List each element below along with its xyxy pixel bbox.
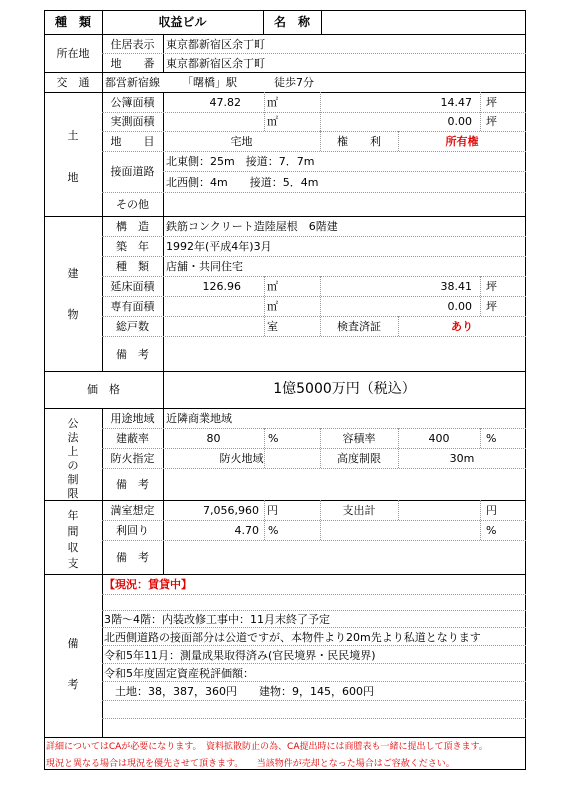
building-group-char: 建 [67, 267, 79, 280]
location-label: 所在地 [56, 47, 90, 60]
lot-value: 東京都新宿区余丁町 [166, 57, 265, 70]
pct-unit: % [268, 524, 279, 537]
sqm-unit: ㎡ [267, 280, 278, 293]
lot-label: 地 番 [110, 57, 155, 70]
chimoku-value: 宅地 [230, 135, 253, 148]
mansitsu-label: 満室想定 [110, 504, 155, 517]
remarks-line: 北西側道路の接面部分は公道ですが、本物件より20m先より私道となります [104, 631, 481, 644]
law-group-char: の [67, 459, 79, 472]
pct-unit: % [486, 524, 497, 537]
kenri-value: 所有権 [445, 135, 479, 148]
footer-note-1: 詳細についてはCAが必要になります。 資料拡散防止の為、CA提出時には商謄表も一緒に提出して頂きます。 [46, 742, 488, 752]
kouzou-label: 構 造 [116, 220, 149, 233]
law-group-char: 法 [67, 431, 79, 444]
mansitsu-value: 7,056,960 [203, 504, 259, 517]
youseki-value: 400 [428, 432, 450, 445]
road-label: 接面道路 [110, 165, 155, 178]
transport-label: 交 通 [56, 76, 90, 89]
law-biko-label: 備 考 [116, 478, 149, 491]
senyu-label: 専有面積 [110, 300, 155, 313]
shishutsu-label: 支出計 [342, 504, 376, 517]
transport-station: 「曙橋」駅 [182, 76, 237, 89]
income-group-char: 収 [67, 541, 79, 554]
kensa-label: 検査済証 [337, 320, 381, 333]
land-group-char: 土 [67, 129, 79, 142]
kenpei-label: 建蔽率 [116, 432, 149, 445]
building-group-char: 物 [67, 308, 79, 321]
income-group-char: 支 [67, 557, 79, 570]
koudo-value: 30m [449, 452, 475, 465]
tsubo-unit: 坪 [486, 300, 497, 313]
type-value: 収益ビル [158, 15, 207, 29]
law-group-char: 限 [67, 487, 79, 500]
shurui-label: 種 類 [116, 260, 149, 273]
law-group-char: 公 [67, 417, 79, 430]
income-group-char: 年 [67, 509, 79, 522]
remarks-group-char: 考 [67, 678, 79, 691]
address-label: 住居表示 [110, 38, 155, 51]
nobeyuka-label: 延床面積 [110, 280, 155, 293]
remarks-line: 【現況：賃貸中】 [104, 578, 192, 591]
kouzou-value: 鉄筋コンクリート造陸屋根 6階建 [166, 220, 338, 233]
senyu-tsubo: 0.00 [447, 300, 472, 313]
youto-value: 近隣商業地域 [166, 412, 232, 425]
chimoku-label: 地 目 [110, 135, 155, 148]
income-biko-label: 備 考 [116, 551, 149, 564]
pct-unit: % [268, 432, 279, 445]
koubo-tsubo: 14.47 [440, 96, 472, 109]
price-value: 1億5000万円（税込） [273, 381, 416, 397]
income-group-char: 間 [67, 525, 79, 538]
price-label: 価 格 [87, 383, 120, 396]
nobeyuka-tsubo: 38.41 [440, 280, 472, 293]
road-1: 北東側：25m 接道：7．7m [166, 155, 315, 168]
kenpei-value: 80 [206, 432, 221, 445]
address-value: 東京都新宿区余丁町 [166, 38, 265, 51]
youseki-label: 容積率 [342, 432, 376, 445]
sqm-unit: ㎡ [267, 115, 278, 128]
remarks-group-char: 備 [67, 637, 79, 650]
footer-note-2: 現況と異なる場合は現況を優先させて頂きます。 当該物件が売却となった場合はご容赦ください。 [46, 759, 455, 769]
yen-unit: 円 [486, 504, 497, 517]
law-group-char: 上 [67, 445, 79, 458]
other-label: その他 [116, 198, 149, 211]
bouka-label: 防火指定 [110, 452, 155, 465]
law-group-char: 制 [67, 473, 79, 486]
tsubo-unit: 坪 [486, 96, 497, 109]
nobeyuka-sqm: 126.96 [202, 280, 241, 293]
shurui-value: 店舗・共同住宅 [166, 260, 243, 273]
youto-label: 用途地域 [110, 412, 155, 425]
remarks-line: 令和5年度固定資産税評価額： [104, 667, 254, 680]
remarks-line: 3階～4階：内装改修工事中：11月末終了予定 [104, 613, 330, 626]
kensa-value: あり [451, 320, 473, 333]
transport-walk: 徒歩7分 [274, 76, 314, 89]
road-2: 北西側：4m 接道：5．4m [166, 176, 319, 189]
rimawari-label: 利回り [116, 524, 149, 537]
tsubo-unit: 坪 [486, 280, 497, 293]
remarks-line: 令和5年11月：測量成果取得済み(官民境界・民民境界) [104, 649, 376, 662]
yen-unit: 円 [267, 504, 278, 517]
bouka-value: 防火地域 [219, 452, 264, 465]
remarks-line: 土地：38，387，360円 建物：9，145，600円 [104, 685, 374, 698]
tsubo-unit: 坪 [486, 115, 497, 128]
room-unit: 室 [267, 320, 278, 333]
kenri-label: 権 利 [337, 135, 381, 148]
jissoku-label: 実測面積 [110, 115, 155, 128]
jissoku-tsubo: 0.00 [447, 115, 472, 128]
type-label: 種 類 [54, 15, 91, 29]
koubo-sqm: 47.82 [209, 96, 241, 109]
chikunen-label: 築 年 [116, 240, 149, 253]
land-group-char: 地 [67, 171, 79, 184]
sqm-unit: ㎡ [267, 96, 278, 109]
koubo-label: 公簿面積 [110, 96, 155, 109]
transport-line: 都営新宿線 [105, 76, 160, 89]
sqm-unit: ㎡ [267, 300, 278, 313]
rimawari-value: 4.70 [234, 524, 259, 537]
pct-unit: % [486, 432, 497, 445]
koudo-label: 高度制限 [337, 452, 381, 465]
building-biko-label: 備 考 [116, 348, 149, 361]
name-label: 名 称 [273, 15, 310, 29]
kosu-label: 総戸数 [116, 320, 149, 333]
chikunen-value: 1992年(平成4年)3月 [166, 240, 272, 253]
